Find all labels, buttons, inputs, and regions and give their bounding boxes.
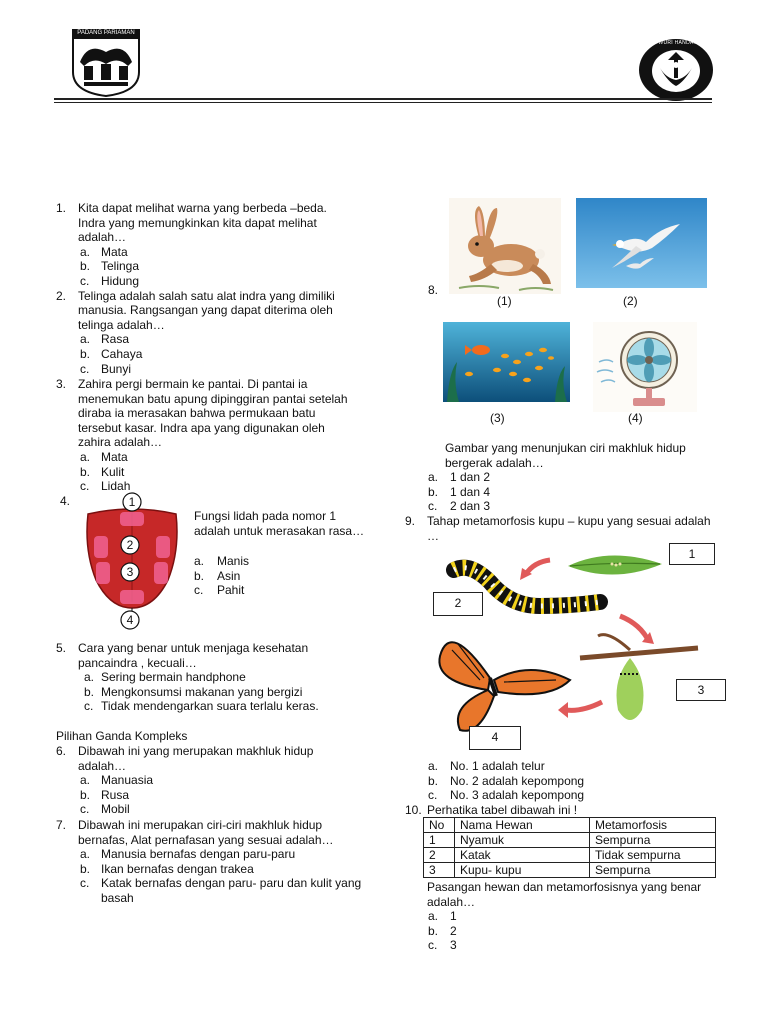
option-key: c. <box>80 479 90 494</box>
option-key: a. <box>80 773 91 788</box>
header-divider-thin <box>54 102 712 103</box>
option-key: a. <box>428 470 439 485</box>
q1-option-a[interactable]: Mata <box>101 244 128 259</box>
padang-pariaman-logo-text: PADANG PARIAMAN <box>77 30 135 36</box>
q4-option-c[interactable]: Pahit <box>217 583 245 598</box>
table-cell: Kupu- kupu <box>455 863 590 878</box>
q3-option-a[interactable]: Mata <box>101 450 128 464</box>
option-key: b. <box>80 464 91 479</box>
stage-label-3: 3 <box>676 679 726 701</box>
q10-option-a[interactable]: 1 <box>450 909 457 924</box>
table-header: Metamorfosis <box>590 818 716 833</box>
table-cell: Sempurna <box>590 863 716 878</box>
school-emblem-logo <box>70 28 142 98</box>
option-key: a. <box>428 909 439 924</box>
table-row <box>424 848 716 863</box>
option-key: b. <box>428 484 439 499</box>
table-header: No <box>424 818 455 833</box>
q9-option-c[interactable]: No. 3 adalah kepompong <box>450 788 585 803</box>
q6-line: Dibawah ini yang merupakan makhluk hidup <box>78 744 314 758</box>
q10-option-b[interactable]: 2 <box>450 923 457 938</box>
q9-option-a[interactable]: No. 1 adalah telur <box>450 759 545 773</box>
q7-number: 7. <box>56 818 67 832</box>
tongue-label: 3 <box>126 565 134 579</box>
q7-option-b[interactable]: Ikan bernafas dengan trakea <box>101 861 254 876</box>
q6-number: 6. <box>56 744 67 758</box>
q2-option-c[interactable]: Bunyi <box>101 361 132 376</box>
image-label: (3) <box>490 411 505 425</box>
table-row <box>424 833 716 848</box>
q1-option-b[interactable]: Telinga <box>101 259 140 274</box>
q1-option-c[interactable]: Hidung <box>101 274 140 288</box>
q1-line: Kita dapat melihat warna yang berbeda –beda. <box>78 201 327 215</box>
header-divider <box>54 98 712 100</box>
fan-image <box>593 322 697 412</box>
option-key: b. <box>80 861 91 876</box>
q7-option-a[interactable]: Manusia bernafas dengan paru-paru <box>101 847 296 862</box>
q4-option-a[interactable]: Manis <box>217 554 250 568</box>
tongue-label: 1 <box>128 495 136 509</box>
table-cell: Tidak sempurna <box>590 848 716 863</box>
option-key: c. <box>428 788 438 803</box>
option-key: a. <box>80 332 91 347</box>
q2-option-b[interactable]: Cahaya <box>101 347 143 361</box>
option-key: b. <box>428 923 439 938</box>
q6-line: adalah… <box>78 758 127 773</box>
q3-line: Zahira pergi bermain ke pantai. Di pantai ia <box>78 377 308 391</box>
option-key: b. <box>80 787 91 802</box>
q4-line: adalah untuk merasakan rasa… <box>194 524 365 538</box>
table-cell: 3 <box>424 863 455 878</box>
option-key: a. <box>84 670 95 685</box>
table-cell: 1 <box>424 833 455 848</box>
q8-option-c[interactable]: 2 dan 3 <box>450 499 491 514</box>
q9-line: … <box>427 528 439 543</box>
q5-number: 5. <box>56 641 67 655</box>
q10-line: Perhatika tabel dibawah ini ! <box>427 802 578 817</box>
option-key: b. <box>84 684 95 699</box>
table-cell: Nyamuk <box>455 833 590 848</box>
q7-option-c-cont: basah <box>101 891 134 905</box>
q2-number: 2. <box>56 288 67 303</box>
tut-wuri-handayani-logo <box>638 38 714 102</box>
q3-line: zahira adalah… <box>78 435 163 450</box>
table-header: Nama Hewan <box>455 818 590 833</box>
q3-option-b[interactable]: Kulit <box>101 464 125 479</box>
q9-option-b[interactable]: No. 2 adalah kepompong <box>450 773 585 788</box>
table-cell: Sempurna <box>590 833 716 848</box>
q1-line: Indra yang memungkinkan kita dapat melihat <box>78 215 317 230</box>
q8-option-a[interactable]: 1 dan 2 <box>450 470 491 485</box>
rabbit-image <box>449 198 561 294</box>
q2-line: Telinga adalah salah satu alat indra yang dimiliki <box>78 288 335 303</box>
q8-line: bergerak adalah… <box>445 455 544 470</box>
bird-image <box>576 198 707 288</box>
option-key: a. <box>80 847 91 862</box>
q10-line: adalah… <box>427 894 476 909</box>
butterfly-metamorphosis-diagram <box>430 540 700 740</box>
q6-option-c[interactable]: Mobil <box>101 802 130 817</box>
tongue-diagram <box>82 490 182 630</box>
option-key: c. <box>80 802 90 817</box>
tut-wuri-logo-text: TUT WURI HANDAYANI <box>646 40 706 46</box>
table-cell: 2 <box>424 848 455 863</box>
option-key: a. <box>428 759 439 773</box>
option-key: b. <box>80 347 91 361</box>
q2-option-a[interactable]: Rasa <box>101 332 130 347</box>
q2-line: manusia. Rangsangan yang dapat diterima oleh <box>78 303 333 318</box>
q8-option-b[interactable]: 1 dan 4 <box>450 484 491 499</box>
table-cell: Katak <box>455 848 590 863</box>
table-header-row <box>424 818 716 833</box>
q3-line: menemukan batu apung dipinggiran pantai setelah <box>78 391 348 406</box>
q6-option-b[interactable]: Rusa <box>101 787 130 802</box>
q3-line: diraba ia merasakan bahwa permukaan batu <box>78 406 316 421</box>
q5-option-c[interactable]: Tidak mendengarkan suara terlalu keras. <box>101 699 319 714</box>
q7-line: Dibawah ini merupakan ciri-ciri makhluk hidup <box>78 818 323 832</box>
stage-label-1: 1 <box>669 543 715 565</box>
q3-line: tersebut kasar. Indra apa yang digunakan oleh <box>78 420 325 435</box>
option-key: c. <box>80 274 90 288</box>
option-key: b. <box>194 568 205 583</box>
q5-line: Cara yang benar untuk menjaga kesehatan <box>78 641 309 655</box>
q10-number: 10. <box>405 802 422 817</box>
q4-option-b[interactable]: Asin <box>217 568 241 583</box>
tongue-label: 4 <box>126 613 134 627</box>
option-key: a. <box>80 244 91 259</box>
image-label: (2) <box>623 294 638 308</box>
q7-option-c[interactable]: Katak bernafas dengan paru- paru dan kulit yang <box>101 876 362 891</box>
q3-number: 3. <box>56 377 67 391</box>
q5-option-b[interactable]: Mengkonsumsi makanan yang bergizi <box>101 684 303 699</box>
q9-line: Tahap metamorfosis kupu – kupu yang sesuai adalah <box>427 514 711 528</box>
q2-line: telinga adalah… <box>78 317 165 332</box>
option-key: b. <box>80 259 91 274</box>
option-key: a. <box>194 554 205 568</box>
option-key: c. <box>194 583 204 598</box>
stage-label-4: 4 <box>469 726 521 750</box>
option-key: c. <box>428 499 438 514</box>
option-key: c. <box>84 699 94 714</box>
q5-line: pancaindra , kecuali… <box>78 655 197 670</box>
image-label: (1) <box>497 294 512 308</box>
q4-number: 4. <box>60 494 71 508</box>
q3-option-c[interactable]: Lidah <box>101 479 131 494</box>
q8-line: Gambar yang menunjukan ciri makhluk hidup <box>445 441 686 455</box>
option-key: a. <box>80 450 91 464</box>
animal-metamorphosis-table <box>423 817 716 878</box>
q4-line: Fungsi lidah pada nomor 1 <box>194 509 337 523</box>
table-row <box>424 863 716 878</box>
stage-label-2: 2 <box>433 592 483 616</box>
option-key: c. <box>80 876 90 891</box>
q5-option-a[interactable]: Sering bermain handphone <box>101 670 246 685</box>
option-key: c. <box>80 361 90 376</box>
fish-image <box>443 322 570 402</box>
q9-number: 9. <box>405 514 416 528</box>
q7-line: bernafas, Alat pernafasan yang sesuai adalah… <box>78 832 334 847</box>
section-title: Pilihan Ganda Kompleks <box>56 729 188 743</box>
q6-option-a[interactable]: Manuasia <box>101 773 154 788</box>
image-label: (4) <box>628 411 643 425</box>
tongue-label: 2 <box>126 538 134 552</box>
q10-line: Pasangan hewan dan metamorfosisnya yang benar <box>427 880 702 894</box>
q10-option-c[interactable]: 3 <box>450 938 457 953</box>
q1-line: adalah… <box>78 230 127 245</box>
option-key: c. <box>428 938 438 953</box>
option-key: b. <box>428 773 439 788</box>
q1-number: 1. <box>56 201 67 215</box>
q8-number: 8. <box>428 283 439 297</box>
